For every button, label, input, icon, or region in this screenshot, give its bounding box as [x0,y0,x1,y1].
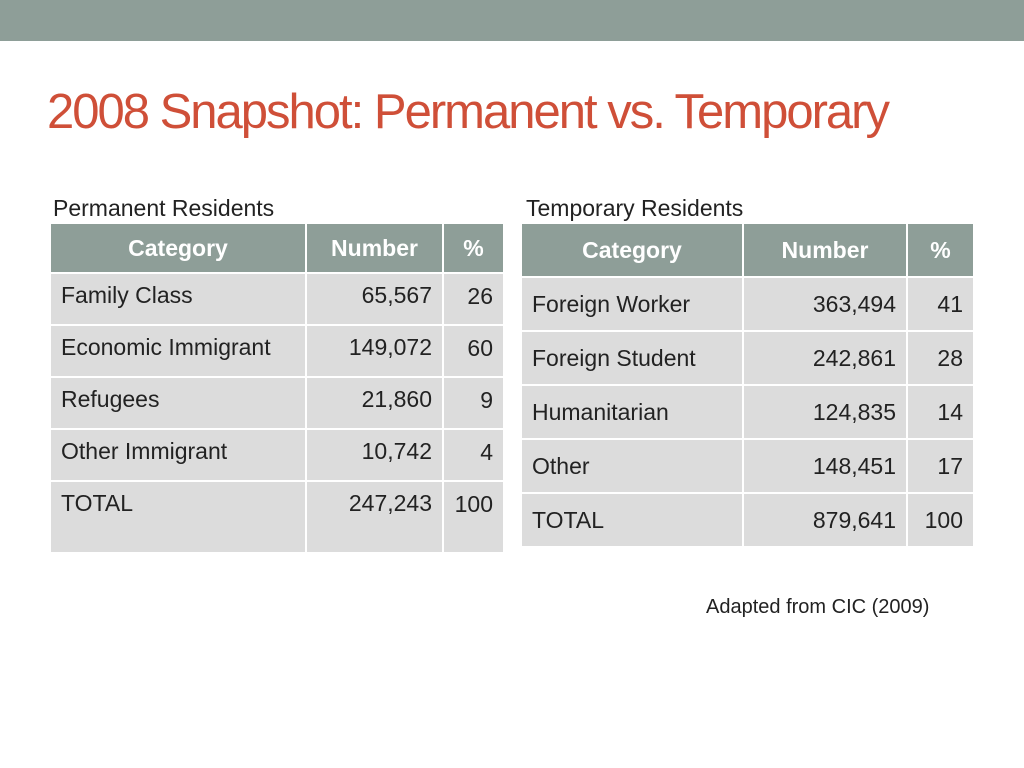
percent-cell: 41 [907,277,974,331]
table-row [521,331,974,385]
column-header-percent: % [907,223,974,277]
percent-cell: 100 [443,481,504,553]
table-header-row [50,223,504,273]
table-header-row [521,223,974,277]
category-cell: Humanitarian [521,385,743,439]
table-row [50,377,504,429]
table-row [50,273,504,325]
category-cell: Foreign Student [521,331,743,385]
table-row [50,429,504,481]
category-cell: TOTAL [521,493,743,547]
column-header-percent: % [443,223,504,273]
category-cell: Refugees [50,377,306,429]
source-citation: Adapted from CIC (2009) [706,596,930,618]
percent-cell: 28 [907,331,974,385]
number-cell: 148,451 [743,439,907,493]
permanent-residents-label: Permanent Residents [53,195,275,221]
number-cell: 242,861 [743,331,907,385]
temporary-residents-table [520,222,975,548]
number-cell: 124,835 [743,385,907,439]
category-cell: Other Immigrant [50,429,306,481]
number-cell: 247,243 [306,481,443,553]
percent-cell: 60 [443,325,504,377]
permanent-residents-table [49,222,505,554]
total-row [521,493,974,547]
number-cell: 10,742 [306,429,443,481]
table-row [521,385,974,439]
percent-cell: 26 [443,273,504,325]
column-header-category: Category [521,223,743,277]
category-cell: Foreign Worker [521,277,743,331]
table-row [521,439,974,493]
column-header-number: Number [743,223,907,277]
number-cell: 879,641 [743,493,907,547]
number-cell: 21,860 [306,377,443,429]
percent-cell: 100 [907,493,974,547]
category-cell: TOTAL [50,481,306,553]
column-header-category: Category [50,223,306,273]
slide-title: 2008 Snapshot: Permanent vs. Temporary [47,85,889,139]
number-cell: 363,494 [743,277,907,331]
table-row [50,325,504,377]
table-row [521,277,974,331]
column-header-number: Number [306,223,443,273]
total-row [50,481,504,553]
category-cell: Economic Immigrant [50,325,306,377]
top-accent-band [0,0,1024,41]
percent-cell: 17 [907,439,974,493]
category-cell: Family Class [50,273,306,325]
temporary-residents-label: Temporary Residents [526,195,744,221]
category-cell: Other [521,439,743,493]
percent-cell: 14 [907,385,974,439]
percent-cell: 9 [443,377,504,429]
percent-cell: 4 [443,429,504,481]
number-cell: 149,072 [306,325,443,377]
number-cell: 65,567 [306,273,443,325]
